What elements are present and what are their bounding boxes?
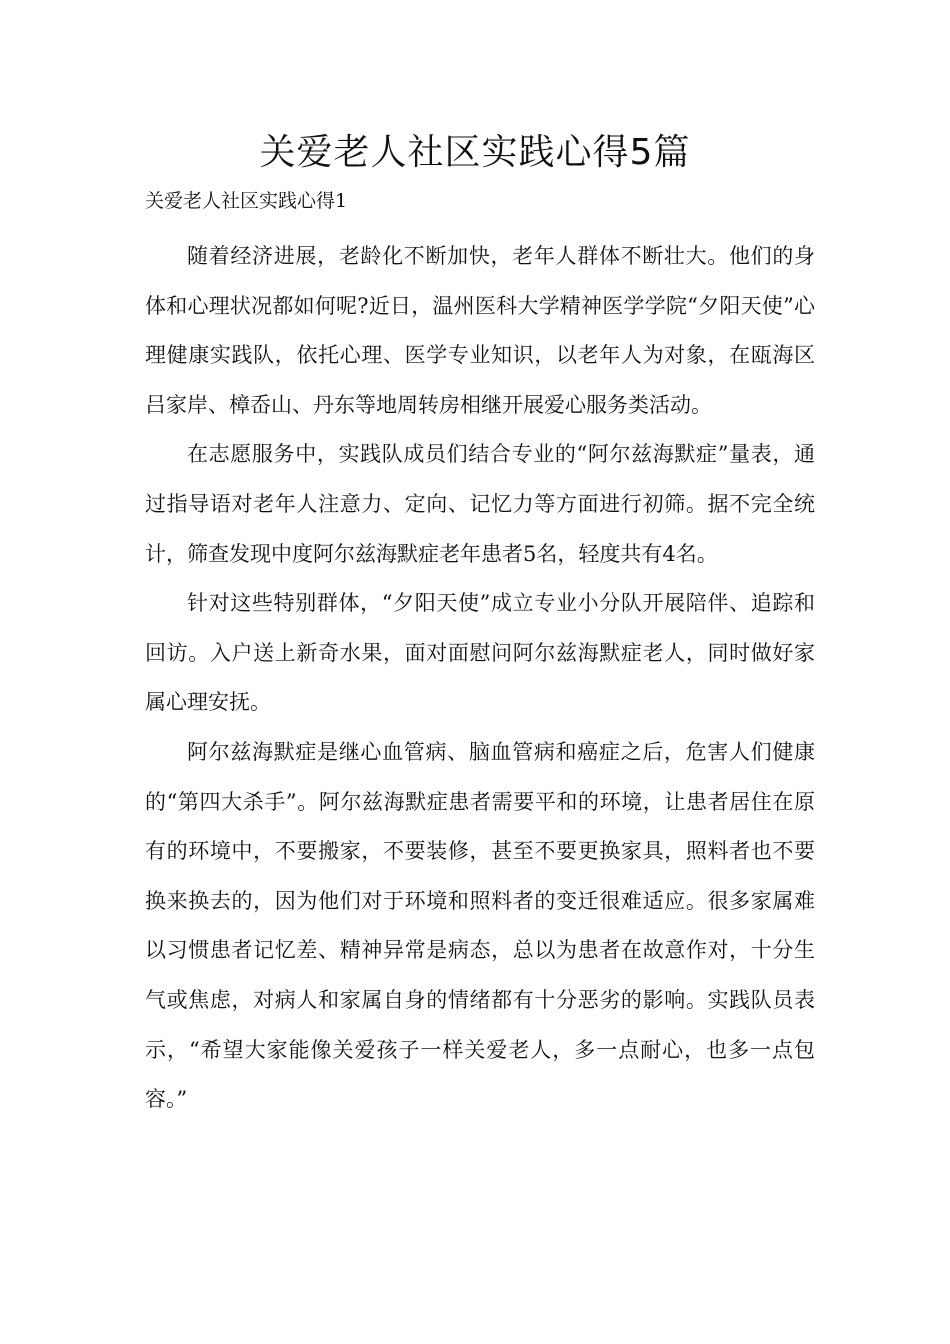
paragraph-3: 针对这些特别群体，“夕阳天使”成立专业小分队开展陪伴、追踪和回访。入户送上新奇水果，面对面慰问阿尔兹海默症老人，同时做好家属心理安抚。 xyxy=(145,591,815,715)
paragraph-2: 在志愿服务中，实践队成员们结合专业的“阿尔兹海默症”量表，通过指导语对老年人注意力、定向、记忆力等方面进行初筛。据不完全统计，筛查发现中度阿尔兹海默症老年患者5名，轻度共有4名。 xyxy=(145,442,815,566)
document-subtitle: 关爱老人社区实践心得1 xyxy=(145,190,348,212)
document-body xyxy=(145,232,815,1125)
paragraph-1: 随着经济进展，老龄化不断加快，老年人群体不断壮大。他们的身体和心理状况都如何呢?近日，温州医科大学精神医学学院“夕阳天使”心理健康实践队，依托心理、医学专业知识，以老年人为对象，在瓯海区吕家岸、樟岙山、丹东等地周转房相继开展爱心服务类活动。 xyxy=(145,244,815,417)
paragraph-4: 阿尔兹海默症是继心血管病、脑血管病和癌症之后，危害人们健康的“第四大杀手”。阿尔兹海默症患者需要平和的环境，让患者居住在原有的环境中，不要搬家，不要装修，甚至不要更换家具，照料者也不要换来换去的，因为他们对于环境和照料者的变迁很难适应。很多家属难以习惯患者记忆差、精神异常是病态，总以为患者在故意作对，十分生气或焦虑，对病人和家属自身的情绪都有十分恶劣的影响。实践队员表示，“希望大家能像关爱孩子一样关爱老人，多一点耐心，也多一点包容。” xyxy=(145,739,815,1112)
document-title: 关爱老人社区实践心得5篇 xyxy=(259,132,691,173)
